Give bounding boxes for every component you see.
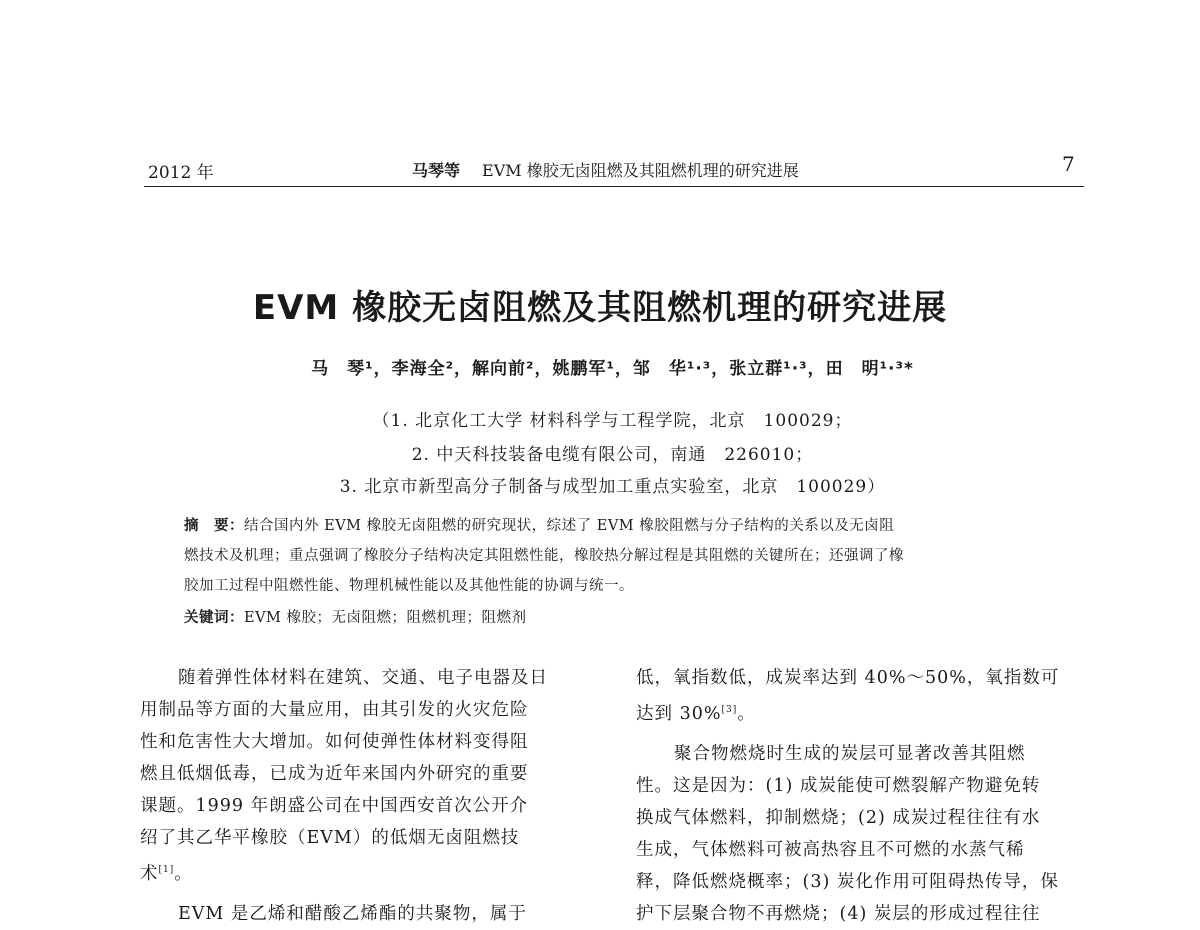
running-header (412, 158, 799, 181)
abstract-line-3: 胶加工过程中阻燃性能、物理机械性能以及其他性能的协调与统一。 (184, 578, 634, 594)
running-header-year: 2012 年 (148, 163, 214, 183)
body-line (636, 694, 1096, 726)
body-line: 用制品等方面的大量应用，由其引发的火灾危险 (140, 700, 529, 720)
body-line: 护下层聚合物不再燃烧；(4) 炭层的形成过程往往 (636, 904, 1041, 924)
page-number: 7 (1062, 152, 1075, 176)
body-line: 随着弹性体材料在建筑、交通、电子电器及日 (178, 668, 548, 688)
header-rule (144, 186, 1084, 187)
affiliation-3: 3. 北京市新型高分子制备与成型加工重点实验室，北京 100029） (339, 477, 886, 497)
body-line: 低，氧指数低，成炭率达到 40%～50%，氧指数可 (636, 668, 1060, 688)
body-line: EVM 是乙烯和醋酸乙烯酯的共聚物，属于 (178, 904, 527, 924)
affiliation-1: （1. 北京化工大学 材料科学与工程学院，北京 100029； (372, 411, 853, 431)
body-line (140, 854, 600, 886)
abstract-text-1: 结合国内外 EVM 橡胶无卤阻燃的研究现状，综述了 EVM 橡胶阻燃与分子结构的关系以及无卤阻 (244, 518, 895, 534)
citation-ref: [3] (721, 705, 738, 715)
body-line: 燃且低烟低毒，已成为近年来国内外研究的重要 (140, 764, 529, 784)
keywords-text: EVM 橡胶；无卤阻燃；阻燃机理；阻燃剂 (244, 610, 527, 626)
body-line: 释，降低燃烧概率；(3) 炭化作用可阻碍热传导，保 (636, 872, 1059, 892)
citation-ref: [1] (158, 865, 175, 875)
body-line: 聚合物燃烧时生成的炭层可显著改善其阻燃 (674, 744, 1026, 764)
body-right-column (636, 662, 1096, 930)
body-line-end: 。 (737, 703, 756, 724)
article-title: EVM 橡胶无卤阻燃及其阻燃机理的研究进展 (252, 288, 948, 328)
body-line: 生成，气体燃料可被高热容且不可燃的水蒸气稀 (636, 840, 1025, 860)
body-line: 换成气体燃料，抑制燃烧；(2) 成炭过程往往有水 (636, 808, 1041, 828)
body-line: 性。这是因为：(1) 成炭能使可燃裂解产物避免转 (636, 776, 1041, 796)
body-line-text: 达到 30% (636, 703, 722, 724)
body-line-end: 。 (174, 863, 193, 884)
running-header-title: EVM 橡胶无卤阻燃及其阻燃机理的研究进展 (482, 161, 799, 180)
abstract-line-1 (184, 514, 894, 535)
running-header-authors: 马琴等 (412, 161, 461, 180)
author-byline: 马 琴¹，李海全²，解向前²，姚鹏军¹，邹 华¹·³，张立群¹·³，田 明¹·³* (311, 359, 914, 379)
keywords-label: 关键词： (184, 610, 244, 626)
body-line: 课题。1999 年朗盛公司在中国西安首次公开介 (140, 796, 529, 816)
abstract-label: 摘 要： (184, 518, 244, 534)
abstract-line-2: 燃技术及机理；重点强调了橡胶分子结构决定其阻燃性能，橡胶热分解过程是其阻燃的关键所在；还强调了橡 (184, 548, 904, 564)
body-line-text: 术 (140, 863, 159, 884)
body-left-column (140, 662, 600, 930)
keywords-line (184, 606, 527, 627)
body-line: 绍了其乙华平橡胶（EVM）的低烟无卤阻燃技 (140, 828, 520, 848)
body-line: 性和危害性大大增加。如何使弹性体材料变得阻 (140, 732, 529, 752)
affiliation-2: 2. 中天科技装备电缆有限公司，南通 226010； (411, 445, 814, 465)
